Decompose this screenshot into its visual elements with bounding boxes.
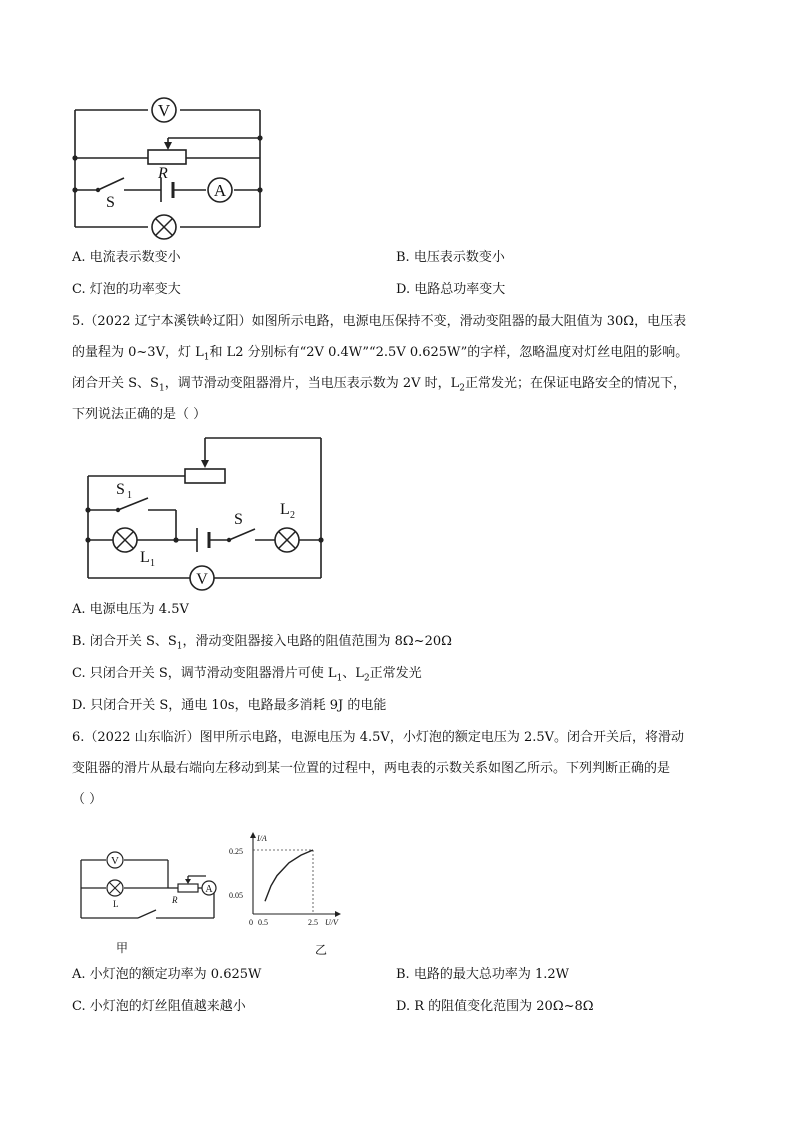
- q5-voltmeter-label: V: [196, 571, 208, 588]
- q6-option-a[interactable]: A. 小灯泡的额定功率为 0.625W: [72, 967, 262, 982]
- q5-stem-line-3: [72, 375, 686, 392]
- q5-option-c-sub-1: 1: [336, 673, 343, 684]
- q6-y-tick-0.05: 0.05: [229, 891, 243, 900]
- q6-stem-line-2: 变阻器的滑片从最右端向左移动到某一位置的过程中，两电表的示数关系如图乙所示。下列判断正确的是: [72, 761, 671, 776]
- y-axis-arrow: [250, 832, 256, 838]
- q6-stem-line-1: 6.（2022 山东临沂）图甲所示电路，电源电压为 4.5V，小灯泡的额定电压为 2.5V。闭合开关后，将滑动: [72, 730, 685, 745]
- q5-voltmeter-symbol: [190, 566, 214, 590]
- rheostat: [148, 150, 186, 164]
- q6-jia-ammeter: [202, 881, 216, 895]
- q5-option-b-sub: 1: [176, 641, 183, 652]
- q6-y-tick-0.25: 0.25: [229, 847, 243, 856]
- q6-iu-curve: [265, 850, 313, 901]
- q6-yi-caption: 乙: [315, 943, 328, 957]
- q5-l1-label: L: [140, 549, 150, 566]
- q5-line3-sub-1: 1: [158, 383, 165, 394]
- q6-fig-yi-graph: [225, 828, 355, 960]
- q6-stem-line-3: （ ）: [72, 792, 103, 807]
- q5-option-b-part-b: ，滑动变阻器接入电路的阻值范围为 8Ω~20Ω: [182, 634, 452, 649]
- q5-line2-sub: 1: [203, 352, 210, 363]
- q6-option-c[interactable]: C. 小灯泡的灯丝阻值越来越小: [72, 999, 246, 1014]
- q6-option-d[interactable]: D. R 的阻值变化范围为 20Ω~8Ω: [396, 999, 594, 1014]
- q4-option-c[interactable]: C. 灯泡的功率变大: [72, 282, 181, 297]
- q6-jia-rheostat-label: R: [172, 895, 178, 905]
- q5-battery-symbol: [197, 528, 209, 552]
- q6-x-tick-0.5: 0.5: [258, 918, 268, 927]
- q5-line3-part-a: 闭合开关 S、S: [72, 376, 159, 391]
- q5-option-c-part-c: 正常发光: [369, 666, 422, 681]
- q6-x-axis-label: U/V: [325, 918, 338, 927]
- q4-option-d[interactable]: D. 电路总功率变大: [396, 282, 506, 297]
- rheostat-label: R: [158, 165, 168, 182]
- q5-s-label: S: [234, 511, 243, 528]
- q5-option-d[interactable]: D. 只闭合开关 S，通电 10s，电路最多消耗 9J 的电能: [72, 698, 387, 713]
- q6-jia-lamp-label: L: [113, 899, 119, 909]
- q6-jia-caption: 甲: [116, 941, 129, 955]
- q5-s1-label: S: [116, 481, 125, 498]
- q4-circuit-diagram: [60, 90, 275, 240]
- q6-jia-rheostat: [178, 884, 198, 892]
- q6-option-b[interactable]: B. 电路的最大总功率为 1.2W: [396, 967, 569, 982]
- q6-jia-voltmeter: [107, 852, 123, 868]
- q5-stem-line-4: 下列说法正确的是（ ）: [72, 407, 207, 422]
- q5-circuit-diagram: [80, 430, 330, 592]
- ammeter-label: A: [213, 181, 227, 200]
- q5-option-c-sub-2: 2: [363, 673, 370, 684]
- voltmeter-label: V: [157, 101, 171, 120]
- q6-jia-lamp: [107, 880, 123, 896]
- q5-option-b[interactable]: [72, 633, 452, 650]
- q6-y-axis-label: I/A: [257, 834, 267, 843]
- q5-option-a[interactable]: A. 电源电压为 4.5V: [72, 602, 189, 617]
- q5-rheostat: [185, 469, 225, 483]
- q5-option-c[interactable]: [72, 665, 422, 682]
- q6-x-tick-2.5: 2.5: [308, 918, 318, 927]
- q6-fig-jia-circuit: [76, 846, 226, 958]
- q5-line3-sub-2: 2: [459, 383, 465, 394]
- q4-option-a[interactable]: A. 电流表示数变小: [72, 250, 181, 265]
- q5-stem-line-2: [72, 344, 688, 361]
- q5-stem-line-1: 5.（2022 辽宁本溪铁岭辽阳）如图所示电路，电源电压保持不变，滑动变阻器的最大阻值为 30Ω，电压表: [72, 314, 687, 329]
- q6-jia-voltmeter-label: V: [111, 855, 119, 867]
- q5-line3-part-c: 正常发光；在保证电路安全的情况下，: [464, 376, 686, 391]
- q5-option-c-part-a: C. 只闭合开关 S，调节滑动变阻器滑片可使 L: [72, 666, 337, 681]
- q5-lamp-l1-symbol: [113, 528, 137, 552]
- q5-s1-sub: 1: [127, 490, 132, 501]
- q5-lamp-l2-symbol: [275, 528, 299, 552]
- voltmeter-symbol: [152, 98, 176, 122]
- x-axis-arrow: [335, 911, 341, 917]
- q6-x-tick-0: 0: [249, 918, 253, 927]
- q4-option-b[interactable]: B. 电压表示数变小: [396, 250, 505, 265]
- q6-jia-ammeter-label: A: [205, 884, 213, 895]
- q5-line2-part-a: 的量程为 0~3V，灯 L: [72, 345, 204, 360]
- q5-l2-sub: 2: [290, 510, 295, 521]
- q5-option-c-part-b: 、L: [342, 666, 364, 681]
- switch-label: S: [106, 194, 115, 211]
- ammeter-symbol: [208, 178, 232, 202]
- q5-line2-part-b: 和 L2 分别标有“2V 0.4W”“2.5V 0.625W”的字样，忽略温度对灯丝电阻的影响。: [209, 345, 689, 360]
- q5-l1-sub: 1: [150, 558, 155, 569]
- q5-option-b-part-a: B. 闭合开关 S、S: [72, 634, 177, 649]
- q5-l2-label: L: [280, 501, 290, 518]
- q5-line3-part-b: ，调节滑动变阻器滑片，当电压表示数为 2V 时，L: [164, 376, 460, 391]
- lamp-symbol: [152, 215, 176, 239]
